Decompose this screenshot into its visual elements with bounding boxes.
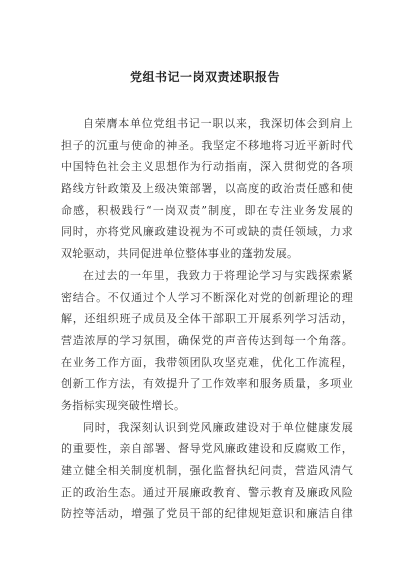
paragraph-3-line-2: 的重要性，亲自部署、督导党风廉政建设和反腐败工作， bbox=[61, 442, 353, 456]
paragraph-2-line-6: 创新工作方法，有效提升了工作效率和服务质量，多项业 bbox=[61, 377, 353, 391]
paragraph-2-line-1: 在过去的一年里，我致力于将理论学习与实践探索紧 bbox=[83, 268, 353, 282]
paragraph-2-line-3: 解，还组织班子成员及全体干部职工开展系列学习活动， bbox=[61, 312, 353, 326]
document-title: 党组书记一岗双责述职报告 bbox=[129, 70, 280, 84]
paragraph-2-line-7: 务指标实现突破性增长。 bbox=[61, 398, 186, 412]
paragraph-1-line-7: 双轮驱动，共同促进单位整体事业的蓬勃发展。 bbox=[61, 247, 299, 261]
paragraph-3-line-5: 防控等活动，增强了党员干部的纪律规矩意识和廉洁自律 bbox=[61, 507, 353, 521]
paragraph-3-line-3: 建立健全相关制度机制，强化监督执纪问责，营造风清气 bbox=[61, 464, 353, 477]
paragraph-2-line-2: 密结合。不仅通过个人学习不断深化对党的创新理论的理 bbox=[61, 290, 353, 304]
paragraph-2-line-4: 营造浓厚的学习氛围，确保党的声音传达到每一个角落。 bbox=[61, 333, 353, 347]
paragraph-1-line-4: 路线方针政策及上级决策部署，以高度的政治责任感和使 bbox=[61, 182, 353, 196]
paragraph-1-line-2: 担子的沉重与使命的神圣。我坚定不移地将习近平新时代 bbox=[61, 138, 353, 152]
paragraph-3-line-1: 同时，我深刻认识到党风廉政建设对于单位健康发展 bbox=[83, 420, 353, 434]
paragraph-3-line-4: 正的政治生态。通过开展廉政教育、警示教育及廉政风险 bbox=[61, 485, 353, 499]
paragraph-2-line-5: 在业务工作方面，我带领团队攻坚克难，优化工作流程， bbox=[61, 355, 353, 369]
paragraph-1-line-5: 命感，积极践行“一岗双责”制度，即在专注业务发展的 bbox=[61, 203, 353, 217]
paragraph-1-line-3: 中国特色社会主义思想作为行动指南，深入贯彻党的各项 bbox=[61, 160, 353, 174]
document-body bbox=[61, 113, 353, 525]
paragraph-1-line-6: 同时，亦将党风廉政建设视为不可或缺的责任领域，力求 bbox=[61, 225, 353, 239]
paragraph-1-line-1: 自荣膺本单位党组书记一职以来，我深切体会到肩上 bbox=[83, 117, 353, 130]
